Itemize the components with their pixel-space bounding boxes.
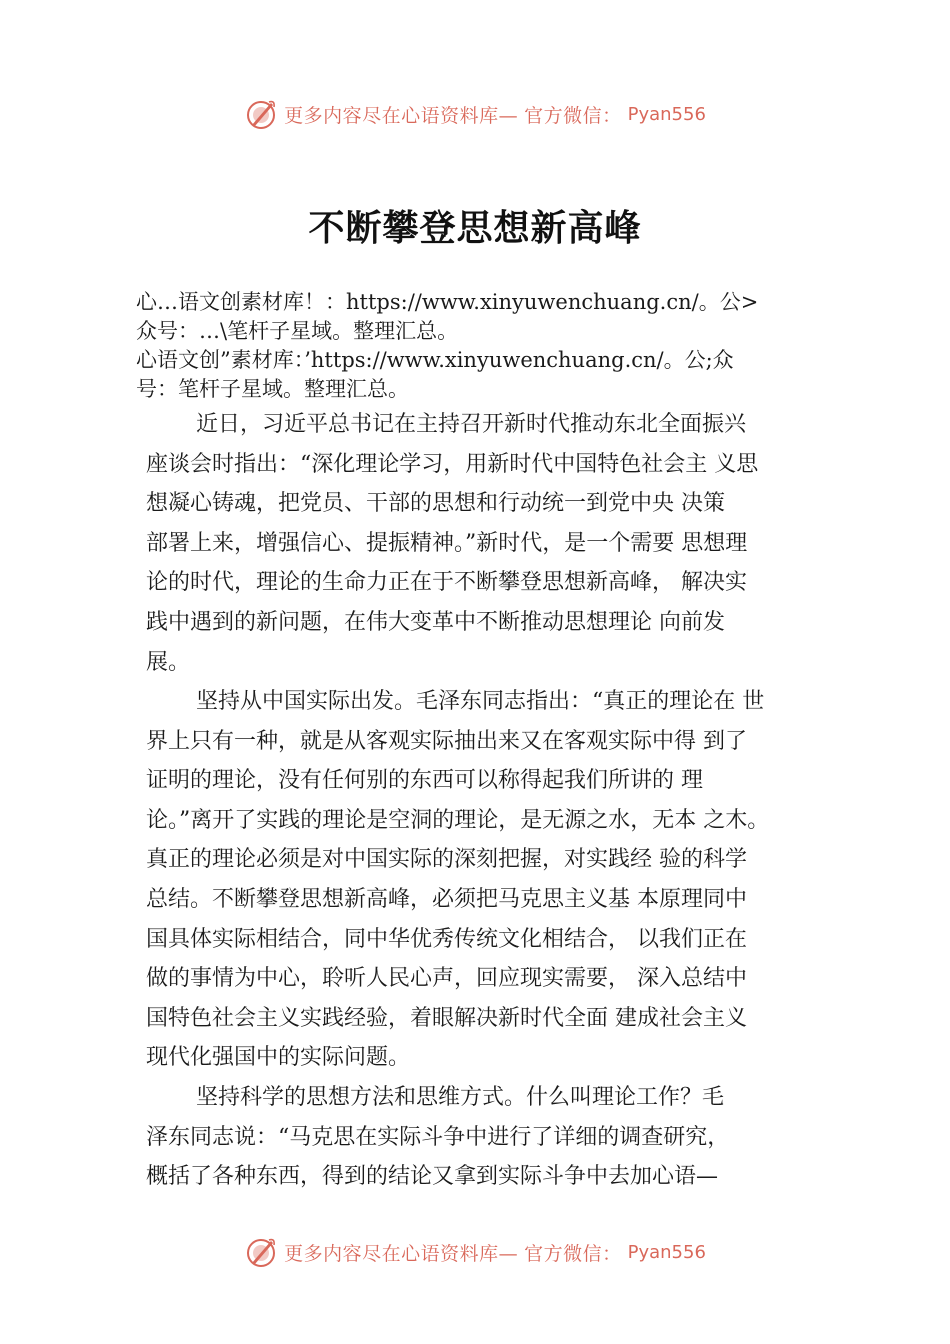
paragraph-line: 证明的理论，没有任何别的东西可以称得起我们所讲的 理: [146, 768, 703, 794]
body-paragraph: [146, 405, 846, 682]
paragraph-line: 坚持从中国实际出发。毛泽东同志指出：“真正的理论在 世: [196, 689, 765, 714]
banner-wechat-label: 官方微信：: [524, 1242, 622, 1265]
banner-wechat-label: 官方微信：: [524, 104, 622, 127]
paragraph-line: 展。: [146, 649, 191, 675]
paragraph-line: 现代化强国中的实际问题。: [146, 1045, 411, 1071]
paragraph-line: 座谈会时指出：“深化理论学习，用新时代中国特色社会主 义思: [146, 451, 759, 477]
source-note: [136, 346, 850, 404]
banner-brand-text: 更多内容尽在心语资料库—: [284, 1242, 519, 1265]
paragraph-line: 真正的理论必须是对中国实际的深刻把握，对实践经 验的科学: [146, 847, 747, 873]
header-banner: [0, 94, 950, 134]
paragraph-line: 论。”离开了实践的理论是空洞的理论，是无源之水，无本 之木。: [146, 807, 770, 833]
banner-brand-text: 更多内容尽在心语资料库—: [284, 104, 519, 127]
paragraph-line: 界上只有一种，就是从客观实际抽出来又在客观实际中得 到了: [146, 728, 747, 754]
paragraph-line: 做的事情为中心，聆听人民心声，回应现实需要， 深入总结中: [146, 966, 747, 992]
source-note-line: 心语文创”素材库：’https://www.xinyuwenchuang.cn/。公;众: [136, 348, 734, 372]
source-note: [136, 288, 850, 346]
banner-wechat-id: Pyan556: [627, 103, 706, 125]
source-note-line: 心…语文创素材库！：https://www.xinyuwenchuang.cn/。公>: [136, 290, 759, 314]
body-paragraph: [146, 682, 846, 1078]
body-paragraph: [146, 1078, 846, 1197]
paragraph-line: 坚持科学的思想方法和思维方式。什么叫理论工作？毛: [196, 1085, 725, 1110]
paragraph-line: 总结。不断攀登思想新高峰，必须把马克思主义基 本原理同中: [146, 886, 747, 912]
page-title: 不断攀登思想新高峰: [308, 207, 642, 249]
paragraph-line: 国特色社会主义实践经验，着眼解决新时代全面 建成社会主义: [146, 1005, 747, 1031]
paragraph-line: 国具体实际相结合，同中华优秀传统文化相结合， 以我们正在: [146, 926, 747, 952]
paragraph-line: 想凝心铸魂，把党员、干部的思想和行动统一到党中央 决策: [146, 491, 725, 517]
quill-seal-icon: [244, 1235, 278, 1269]
footer-banner: [0, 1232, 950, 1272]
source-note-line: 号：笔杆子星域。整理汇总。: [136, 377, 409, 401]
paragraph-line: 部署上来，增强信心、提振精神。”新时代，是一个需要 思想理: [146, 530, 748, 556]
banner-wechat-id: Pyan556: [627, 1241, 706, 1263]
paragraph-line: 论的时代，理论的生命力正在于不断攀登思想新高峰， 解决实: [146, 570, 747, 596]
paragraph-line: 近日，习近平总书记在主持召开新时代推动东北全面振兴: [196, 412, 747, 437]
source-note-line: 众号：…\笔杆子星域。整理汇总。: [136, 319, 459, 343]
quill-seal-icon: [244, 97, 278, 131]
paragraph-line: 泽东同志说：“马克思在实际斗争中进行了详细的调查研究，: [146, 1124, 730, 1150]
paragraph-line: 概括了各种东西，得到的结论又拿到实际斗争中去加心语—: [146, 1164, 719, 1190]
paragraph-line: 践中遇到的新问题，在伟大变革中不断推动思想理论 向前发: [146, 609, 725, 635]
